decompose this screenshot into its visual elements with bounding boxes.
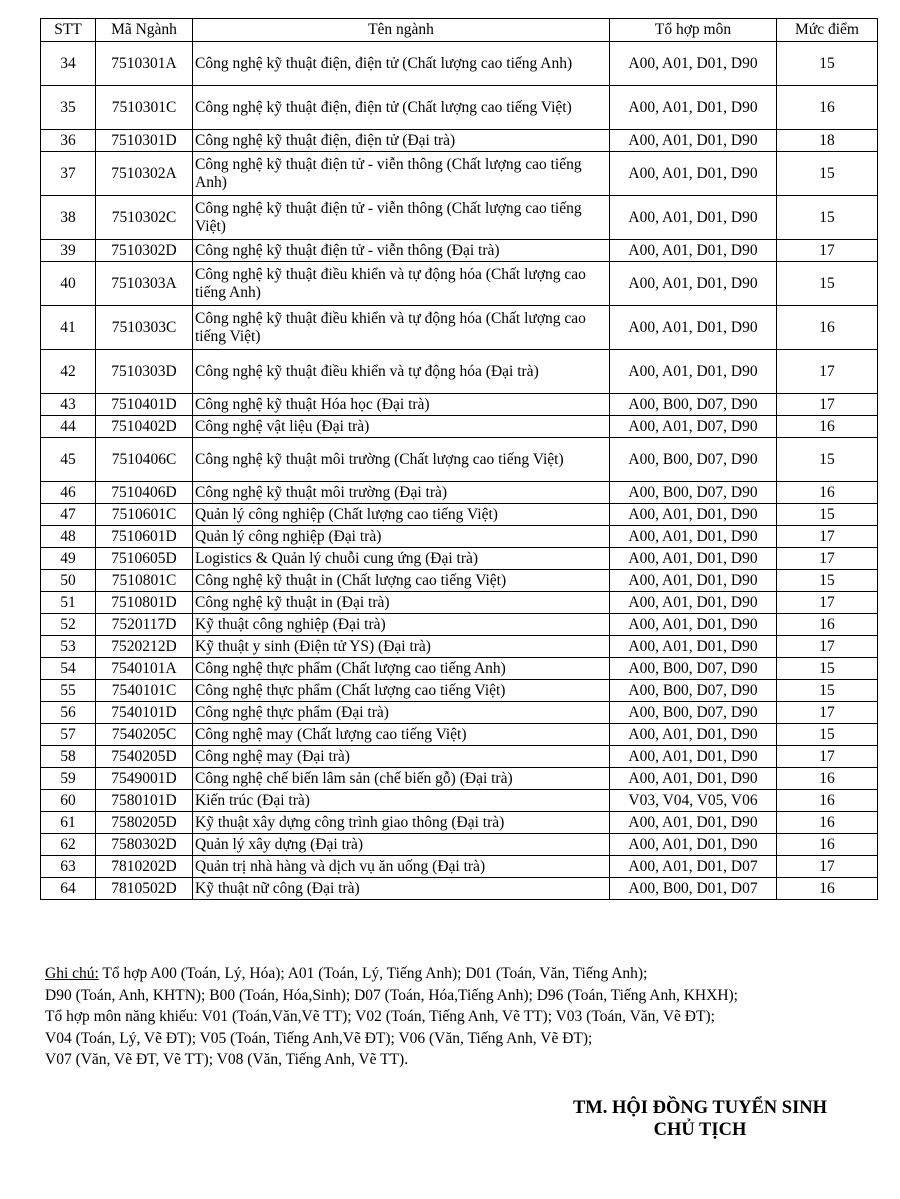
- cell-stt: 35: [41, 86, 96, 130]
- cell-subject-combination: A00, A01, D01, D90: [610, 592, 777, 614]
- cell-stt: 61: [41, 812, 96, 834]
- cell-major-name: Công nghệ kỹ thuật điện, điện tử (Đại trà): [193, 130, 610, 152]
- cell-major-name: Quản lý công nghiệp (Chất lượng cao tiếng Việt): [193, 504, 610, 526]
- cell-score: 15: [777, 262, 878, 306]
- cell-stt: 53: [41, 636, 96, 658]
- cell-major-name: Kỹ thuật y sinh (Điện tử YS) (Đại trà): [193, 636, 610, 658]
- cell-stt: 40: [41, 262, 96, 306]
- cell-score: 15: [777, 658, 878, 680]
- cell-major-name: Công nghệ chế biến lâm sản (chế biến gỗ) (Đại trà): [193, 768, 610, 790]
- cell-subject-combination: A00, A01, D01, D90: [610, 86, 777, 130]
- table-row: [41, 86, 878, 130]
- cell-major-code: 7510303A: [96, 262, 193, 306]
- cell-stt: 58: [41, 746, 96, 768]
- cell-subject-combination: A00, B00, D07, D90: [610, 658, 777, 680]
- table-row: [41, 350, 878, 394]
- cell-subject-combination: V03, V04, V05, V06: [610, 790, 777, 812]
- table-row: [41, 834, 878, 856]
- cell-score: 16: [777, 416, 878, 438]
- cell-major-code: 7810202D: [96, 856, 193, 878]
- cell-major-code: 7520212D: [96, 636, 193, 658]
- table-row: [41, 592, 878, 614]
- cell-subject-combination: A00, A01, D01, D90: [610, 526, 777, 548]
- cell-major-code: 7510402D: [96, 416, 193, 438]
- cell-subject-combination: A00, A01, D01, D90: [610, 768, 777, 790]
- table-row: [41, 262, 878, 306]
- header-subject-combination: Tổ hợp môn: [610, 19, 777, 42]
- header-major-code: Mã Ngành: [96, 19, 193, 42]
- cell-subject-combination: A00, A01, D01, D90: [610, 504, 777, 526]
- table-row: [41, 482, 878, 504]
- cell-stt: 34: [41, 42, 96, 86]
- cell-major-code: 7580101D: [96, 790, 193, 812]
- cell-stt: 49: [41, 548, 96, 570]
- cell-major-name: Kỹ thuật công nghiệp (Đại trà): [193, 614, 610, 636]
- cell-subject-combination: A00, B00, D07, D90: [610, 702, 777, 724]
- cell-subject-combination: A00, A01, D01, D90: [610, 130, 777, 152]
- table-row: [41, 570, 878, 592]
- cell-stt: 60: [41, 790, 96, 812]
- cell-subject-combination: A00, A01, D07, D90: [610, 416, 777, 438]
- cell-stt: 47: [41, 504, 96, 526]
- cell-subject-combination: A00, A01, D01, D90: [610, 570, 777, 592]
- cell-subject-combination: A00, A01, D01, D90: [610, 240, 777, 262]
- cell-major-code: 7510301D: [96, 130, 193, 152]
- cell-major-code: 7540101D: [96, 702, 193, 724]
- cell-subject-combination: A00, A01, D01, D90: [610, 746, 777, 768]
- cell-stt: 59: [41, 768, 96, 790]
- notes-line: D90 (Toán, Anh, KHTN); B00 (Toán, Hóa,Sinh); D07 (Toán, Hóa,Tiếng Anh); D96 (Toán, Tiếng Anh, KHXH);: [45, 986, 738, 1004]
- cell-score: 15: [777, 196, 878, 240]
- cell-major-code: 7510801D: [96, 592, 193, 614]
- cell-stt: 37: [41, 152, 96, 196]
- cell-major-code: 7510302A: [96, 152, 193, 196]
- cell-score: 15: [777, 504, 878, 526]
- table-row: [41, 548, 878, 570]
- table-row: [41, 768, 878, 790]
- cell-major-code: 7510303D: [96, 350, 193, 394]
- notes-line: V04 (Toán, Lý, Vẽ ĐT); V05 (Toán, Tiếng Anh,Vẽ ĐT); V06 (Văn, Tiếng Anh, Vẽ ĐT);: [45, 1029, 593, 1047]
- cell-score: 15: [777, 680, 878, 702]
- cell-subject-combination: A00, B00, D07, D90: [610, 438, 777, 482]
- cell-score: 16: [777, 482, 878, 504]
- table-row: [41, 130, 878, 152]
- header-stt: STT: [41, 19, 96, 42]
- cell-subject-combination: A00, A01, D01, D90: [610, 548, 777, 570]
- table-row: [41, 394, 878, 416]
- cell-stt: 62: [41, 834, 96, 856]
- cell-major-code: 7540101A: [96, 658, 193, 680]
- cell-score: 16: [777, 86, 878, 130]
- cell-score: 15: [777, 152, 878, 196]
- table-row: [41, 680, 878, 702]
- cell-stt: 46: [41, 482, 96, 504]
- cell-major-code: 7510302D: [96, 240, 193, 262]
- cell-major-code: 7510601D: [96, 526, 193, 548]
- table-row: [41, 702, 878, 724]
- table-row: [41, 196, 878, 240]
- cell-score: 15: [777, 42, 878, 86]
- cell-major-code: 7510301C: [96, 86, 193, 130]
- cell-major-code: 7580302D: [96, 834, 193, 856]
- cell-major-code: 7510301A: [96, 42, 193, 86]
- cell-major-name: Công nghệ thực phẩm (Chất lượng cao tiếng Việt): [193, 680, 610, 702]
- table-body: [41, 42, 878, 900]
- table-row: [41, 746, 878, 768]
- cell-score: 16: [777, 306, 878, 350]
- cell-score: 17: [777, 394, 878, 416]
- cell-score: 17: [777, 856, 878, 878]
- notes-section: [45, 963, 875, 1071]
- cell-major-name: Công nghệ kỹ thuật điện tử - viễn thông (Đại trà): [193, 240, 610, 262]
- cell-major-name: Công nghệ kỹ thuật điều khiển và tự động hóa (Chất lượng cao tiếng Việt): [193, 306, 610, 350]
- cell-major-name: Công nghệ kỹ thuật điều khiển và tự động hóa (Chất lượng cao tiếng Anh): [193, 262, 610, 306]
- cell-subject-combination: A00, B00, D07, D90: [610, 680, 777, 702]
- cell-stt: 64: [41, 878, 96, 900]
- cell-score: 17: [777, 548, 878, 570]
- cell-major-name: Kỹ thuật xây dựng công trình giao thông (Đại trà): [193, 812, 610, 834]
- cell-score: 17: [777, 636, 878, 658]
- cell-stt: 50: [41, 570, 96, 592]
- table-row: [41, 658, 878, 680]
- cell-stt: 51: [41, 592, 96, 614]
- cell-subject-combination: A00, A01, D01, D90: [610, 350, 777, 394]
- cell-major-name: Quản lý xây dựng (Đại trà): [193, 834, 610, 856]
- signature-block: [520, 1097, 880, 1141]
- cell-major-code: 7510406D: [96, 482, 193, 504]
- cell-major-code: 7810502D: [96, 878, 193, 900]
- cell-score: 17: [777, 526, 878, 548]
- cell-major-code: 7540205C: [96, 724, 193, 746]
- cell-major-name: Quản trị nhà hàng và dịch vụ ăn uống (Đại trà): [193, 856, 610, 878]
- signature-title: CHỦ TỊCH: [653, 1120, 747, 1140]
- header-major-name: Tên ngành: [193, 19, 610, 42]
- cell-major-code: 7510406C: [96, 438, 193, 482]
- cell-score: 17: [777, 350, 878, 394]
- cell-score: 15: [777, 438, 878, 482]
- cell-major-name: Quản lý công nghiệp (Đại trà): [193, 526, 610, 548]
- cell-major-name: Công nghệ kỹ thuật in (Đại trà): [193, 592, 610, 614]
- cell-major-name: Công nghệ kỹ thuật in (Chất lượng cao tiếng Việt): [193, 570, 610, 592]
- table-row: [41, 526, 878, 548]
- cell-subject-combination: A00, A01, D01, D90: [610, 834, 777, 856]
- table-row: [41, 856, 878, 878]
- table-row: [41, 504, 878, 526]
- cell-stt: 48: [41, 526, 96, 548]
- table-header-row: [41, 19, 878, 42]
- cell-major-name: Công nghệ kỹ thuật điện, điện tử (Chất lượng cao tiếng Anh): [193, 42, 610, 86]
- table-row: [41, 812, 878, 834]
- cell-stt: 43: [41, 394, 96, 416]
- admissions-score-table: [40, 18, 878, 900]
- cell-score: 15: [777, 570, 878, 592]
- cell-stt: 38: [41, 196, 96, 240]
- cell-subject-combination: A00, B00, D07, D90: [610, 482, 777, 504]
- cell-major-name: Công nghệ kỹ thuật môi trường (Đại trà): [193, 482, 610, 504]
- table-row: [41, 878, 878, 900]
- table-row: [41, 240, 878, 262]
- cell-major-name: Công nghệ kỹ thuật điện tử - viễn thông (Chất lượng cao tiếng Anh): [193, 152, 610, 196]
- notes-line: [45, 963, 875, 985]
- cell-subject-combination: A00, A01, D01, D90: [610, 636, 777, 658]
- cell-stt: 56: [41, 702, 96, 724]
- cell-major-name: Công nghệ may (Đại trà): [193, 746, 610, 768]
- notes-text: Tổ hợp A00 (Toán, Lý, Hóa); A01 (Toán, Lý, Tiếng Anh); D01 (Toán, Văn, Tiếng Anh);: [98, 965, 648, 982]
- cell-stt: 36: [41, 130, 96, 152]
- cell-major-code: 7540205D: [96, 746, 193, 768]
- cell-major-code: 7580205D: [96, 812, 193, 834]
- cell-major-code: 7510401D: [96, 394, 193, 416]
- cell-major-code: 7510801C: [96, 570, 193, 592]
- table-row: [41, 790, 878, 812]
- table-row: [41, 416, 878, 438]
- cell-major-name: Công nghệ kỹ thuật Hóa học (Đại trà): [193, 394, 610, 416]
- cell-major-name: Công nghệ kỹ thuật điện, điện tử (Chất lượng cao tiếng Việt): [193, 86, 610, 130]
- cell-score: 15: [777, 724, 878, 746]
- cell-stt: 42: [41, 350, 96, 394]
- cell-major-code: 7549001D: [96, 768, 193, 790]
- cell-major-code: 7540101C: [96, 680, 193, 702]
- cell-subject-combination: A00, A01, D01, D07: [610, 856, 777, 878]
- cell-major-code: 7510601C: [96, 504, 193, 526]
- cell-subject-combination: A00, A01, D01, D90: [610, 306, 777, 350]
- cell-subject-combination: A00, A01, D01, D90: [610, 262, 777, 306]
- cell-score: 16: [777, 812, 878, 834]
- cell-major-name: Công nghệ thực phẩm (Đại trà): [193, 702, 610, 724]
- notes-label: Ghi chú:: [45, 965, 99, 982]
- cell-major-code: 7520117D: [96, 614, 193, 636]
- cell-score: 17: [777, 240, 878, 262]
- cell-major-name: Công nghệ kỹ thuật điều khiển và tự động hóa (Đại trà): [193, 350, 610, 394]
- cell-score: 16: [777, 790, 878, 812]
- cell-subject-combination: A00, A01, D01, D90: [610, 196, 777, 240]
- cell-stt: 57: [41, 724, 96, 746]
- cell-score: 17: [777, 702, 878, 724]
- table-row: [41, 438, 878, 482]
- cell-stt: 45: [41, 438, 96, 482]
- cell-stt: 39: [41, 240, 96, 262]
- cell-score: 16: [777, 614, 878, 636]
- cell-major-name: Công nghệ kỹ thuật điện tử - viễn thông (Chất lượng cao tiếng Việt): [193, 196, 610, 240]
- cell-score: 17: [777, 746, 878, 768]
- notes-line: Tổ hợp môn năng khiếu: V01 (Toán,Văn,Vẽ TT); V02 (Toán, Tiếng Anh, Vẽ TT); V03 (Toán, Văn, Vẽ ĐT);: [45, 1008, 715, 1025]
- table-row: [41, 306, 878, 350]
- cell-score: 18: [777, 130, 878, 152]
- cell-subject-combination: A00, B00, D07, D90: [610, 394, 777, 416]
- cell-score: 16: [777, 768, 878, 790]
- table-row: [41, 636, 878, 658]
- cell-stt: 54: [41, 658, 96, 680]
- cell-major-name: Kiến trúc (Đại trà): [193, 790, 610, 812]
- cell-score: 16: [777, 878, 878, 900]
- table-row: [41, 614, 878, 636]
- signature-organization: TM. HỘI ĐỒNG TUYỂN SINH: [572, 1098, 828, 1118]
- cell-major-name: Công nghệ vật liệu (Đại trà): [193, 416, 610, 438]
- cell-major-name: Kỹ thuật nữ công (Đại trà): [193, 878, 610, 900]
- table-row: [41, 724, 878, 746]
- cell-stt: 41: [41, 306, 96, 350]
- table-row: [41, 42, 878, 86]
- cell-major-code: 7510303C: [96, 306, 193, 350]
- cell-subject-combination: A00, B00, D01, D07: [610, 878, 777, 900]
- cell-score: 16: [777, 834, 878, 856]
- cell-major-name: Công nghệ may (Chất lượng cao tiếng Việt): [193, 724, 610, 746]
- cell-stt: 63: [41, 856, 96, 878]
- cell-subject-combination: A00, A01, D01, D90: [610, 812, 777, 834]
- notes-line: V07 (Văn, Vẽ ĐT, Vẽ TT); V08 (Văn, Tiếng Anh, Vẽ TT).: [45, 1051, 409, 1068]
- cell-major-code: 7510302C: [96, 196, 193, 240]
- cell-major-name: Công nghệ thực phẩm (Chất lượng cao tiếng Anh): [193, 658, 610, 680]
- cell-major-code: 7510605D: [96, 548, 193, 570]
- cell-subject-combination: A00, A01, D01, D90: [610, 152, 777, 196]
- table-row: [41, 152, 878, 196]
- cell-stt: 52: [41, 614, 96, 636]
- cell-subject-combination: A00, A01, D01, D90: [610, 614, 777, 636]
- cell-stt: 44: [41, 416, 96, 438]
- cell-subject-combination: A00, A01, D01, D90: [610, 42, 777, 86]
- cell-score: 17: [777, 592, 878, 614]
- cell-stt: 55: [41, 680, 96, 702]
- cell-major-name: Logistics & Quản lý chuỗi cung ứng (Đại trà): [193, 548, 610, 570]
- cell-subject-combination: A00, A01, D01, D90: [610, 724, 777, 746]
- cell-major-name: Công nghệ kỹ thuật môi trường (Chất lượng cao tiếng Việt): [193, 438, 610, 482]
- header-score: Mức điểm: [777, 19, 878, 42]
